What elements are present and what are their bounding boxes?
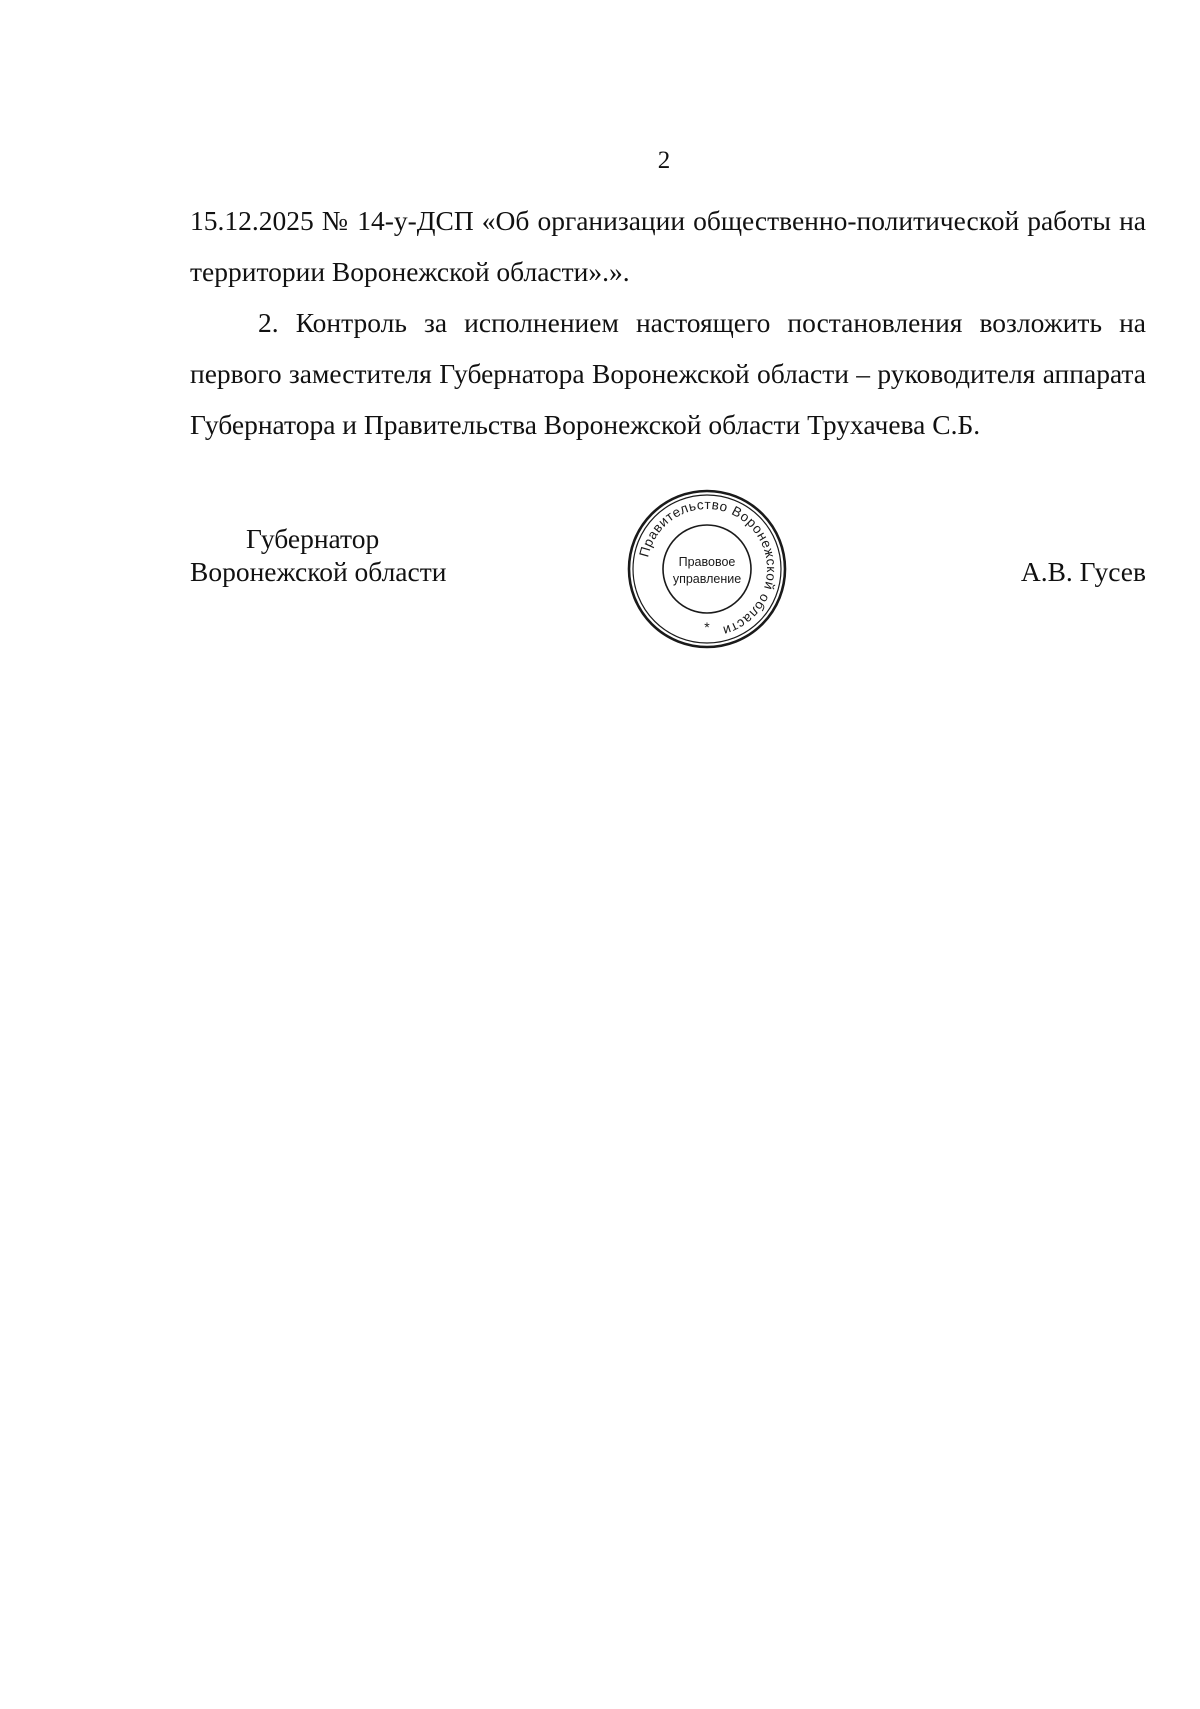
signature-title-line1: Губернатор [246, 523, 380, 554]
paragraph-item-2: 2. Контроль за исполнением настоящего постановления возложить на первого заместителя Губернатора Воронежской области – руководителя аппарата Губернатора и Правительства Воронежской области Трухачева С.Б. [190, 307, 1146, 440]
stamp-center-line2: управление [672, 572, 742, 586]
paragraph-continuation: 15.12.2025 № 14-у-ДСП «Об организации общественно-политической работы на территории Воронежской области».». [190, 205, 1146, 287]
stamp-ring-textpath: Правительство Воронежской области [636, 496, 780, 639]
stamp-center-line1: Правовое [678, 555, 736, 569]
signature-block-title [190, 522, 490, 588]
official-stamp [626, 488, 788, 650]
signature-name: А.В. Гусев [1020, 556, 1146, 587]
page-number: 2 [657, 147, 671, 174]
signature-title-line2: Воронежской области [190, 556, 447, 587]
stamp-inner-ring [663, 525, 751, 613]
stamp-star: * [704, 619, 710, 635]
